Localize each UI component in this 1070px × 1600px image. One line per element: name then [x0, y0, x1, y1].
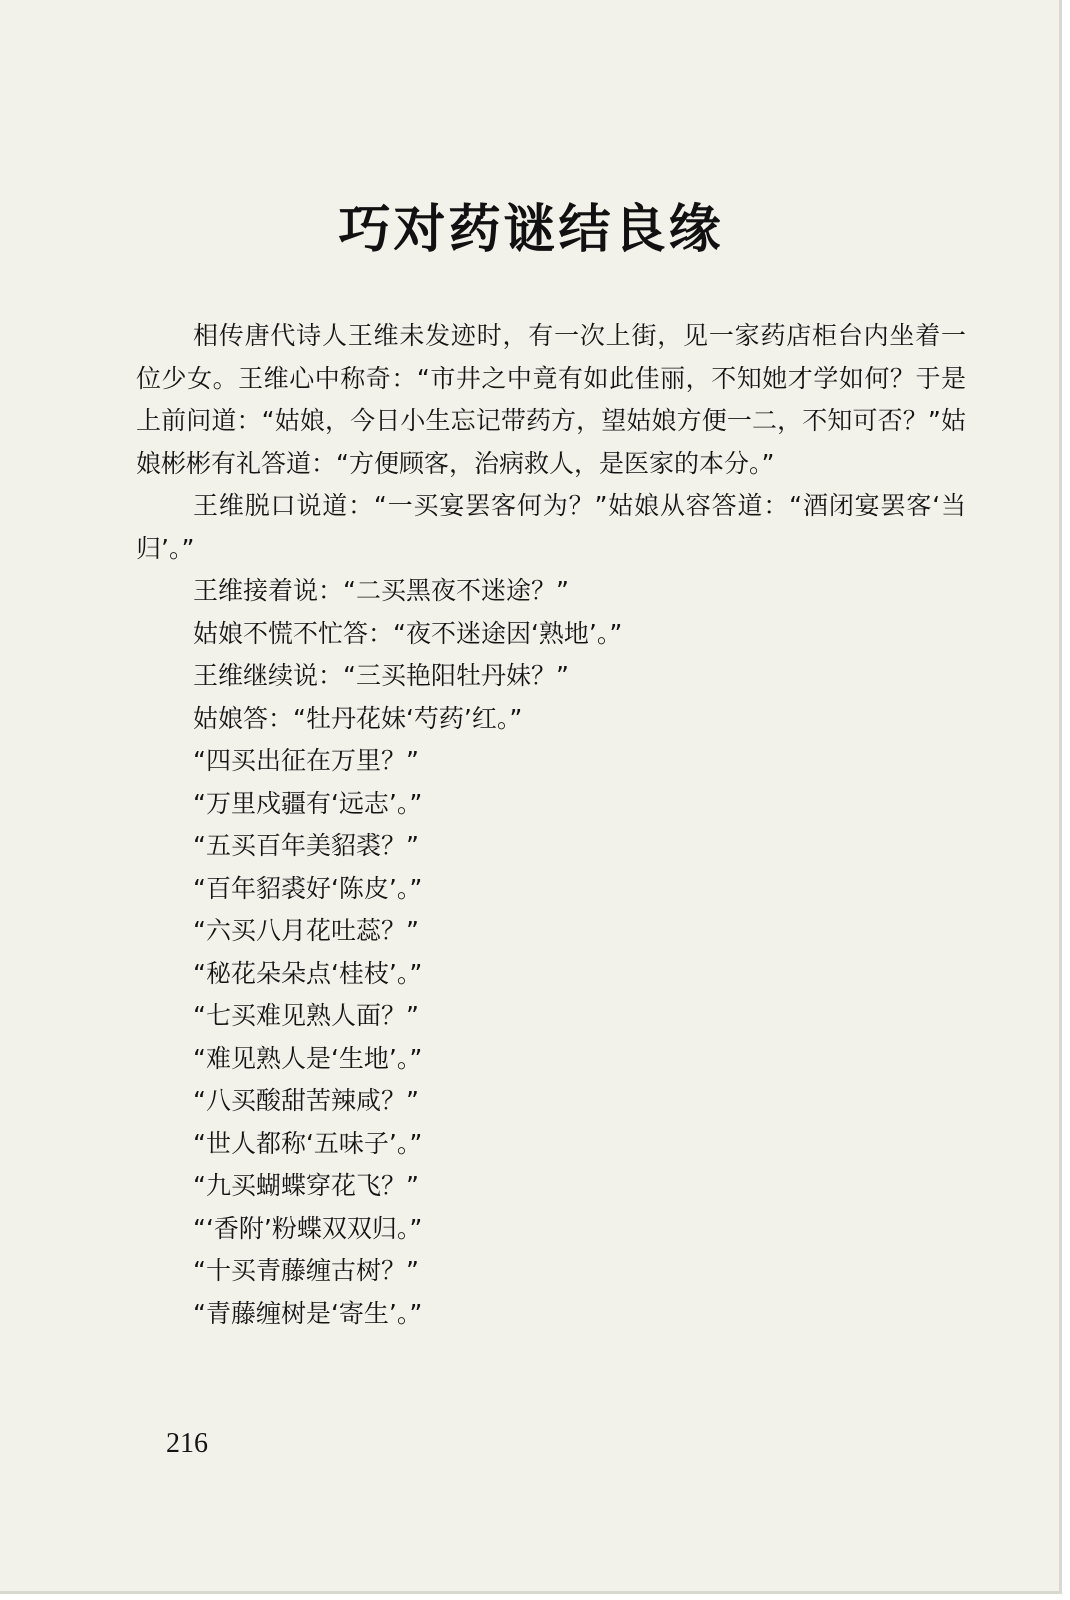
dialogue-line: “八买酸甜苦辣咸？” — [193, 1086, 419, 1115]
dialogue-line: “五买百年美貂裘？” — [193, 831, 419, 860]
dialogue-line: 王维继续说：“三买艳阳牡丹妹？” — [193, 661, 569, 690]
dialogue-line: “世人都称‘五味子’。” — [193, 1128, 423, 1158]
page-title: 巧对药谜结良缘 — [338, 199, 724, 260]
paragraph-intro: 相传唐代诗人王维未发迹时，有一次上街，见一家药店柜台内坐着一位少女。王维心中称奇：“市井之中竟有如此佳丽，不知她才学如何？于是上前问道：“姑娘，今日小生忘记带药方，望姑娘方便一二，不知可否？”姑娘彬彬有礼答道：“方便顾客，治病救人，是医家的本分。” — [136, 321, 966, 478]
paragraph-first-riddle: 王维脱口说道：“一买宴罢客何为？”姑娘从容答道：“酒闭宴罢客‘当归’。” — [136, 491, 966, 563]
dialogue-line: “九买蝴蝶穿花飞？” — [193, 1171, 419, 1200]
dialogue-line: “四买出征在万里？” — [193, 746, 419, 775]
dialogue-line: “七买难见熟人面？” — [193, 1001, 419, 1030]
dialogue-line: “难见熟人是‘生地’。” — [193, 1043, 423, 1073]
dialogue-line: “六买八月花吐蕊？” — [193, 916, 419, 945]
dialogue-line: 姑娘答：“牡丹花妹‘芍药’红。” — [193, 703, 523, 733]
dialogue-line: “‘香附’粉蝶双双归。” — [193, 1213, 423, 1243]
dialogue-line: “青藤缠树是‘寄生’。” — [193, 1298, 423, 1328]
dialogue-line: “十买青藤缠古树？” — [193, 1256, 419, 1285]
body-text — [136, 315, 966, 1335]
page-number: 216 — [166, 1428, 208, 1459]
dialogue-line: 姑娘不慌不忙答：“夜不迷途因‘熟地’。” — [193, 618, 623, 648]
dialogue-line: “秘花朵朵点‘桂枝’。” — [193, 958, 423, 988]
dialogue-line: “百年貂裘好‘陈皮’。” — [193, 873, 423, 903]
dialogue-line: “万里戍疆有‘远志’。” — [193, 788, 423, 818]
dialogue-line: 王维接着说：“二买黑夜不迷途？” — [193, 576, 569, 605]
